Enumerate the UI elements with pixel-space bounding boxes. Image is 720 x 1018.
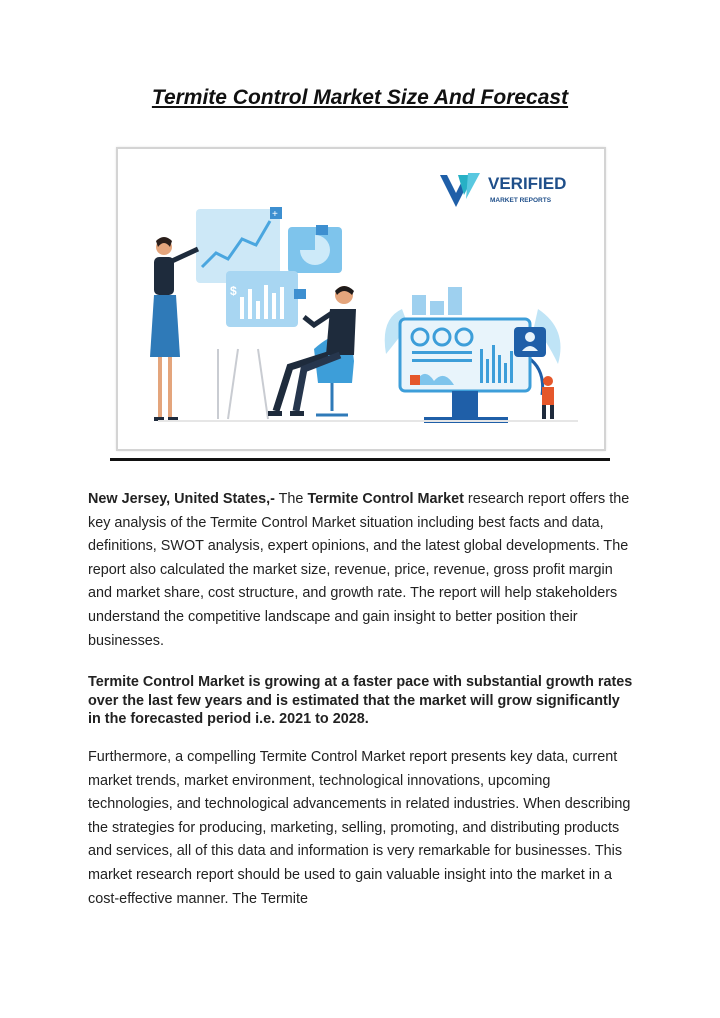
page-title: Termite Control Market Size And Forecast — [151, 86, 569, 109]
small-figure — [542, 376, 554, 419]
analytics-illustration — [118, 149, 604, 449]
section-divider — [110, 458, 610, 461]
brand-logo — [440, 173, 566, 207]
hero-illustration — [116, 147, 606, 451]
brand-name: VERIFIED — [488, 174, 567, 193]
presenter-figure — [150, 237, 198, 421]
body-paragraph: Furthermore, a compelling Termite Control Market report presents key data, current market trends, market environment, technological innovations, upcoming technologies, and technological advancements in related industries. When describing the strategies for producing, marketing, selling, promoting, and distributing products and services, all of this data and information is very remarkable for businesses. This market research report should be used to gain valuable insight into the market in a cost-effective manner. The Termite — [88, 749, 631, 907]
bar-screen — [226, 271, 298, 327]
intro-paragraph — [88, 488, 636, 653]
brand-tagline: MARKET REPORTS — [490, 197, 552, 204]
svg-text:+: + — [272, 209, 278, 220]
intro-body: research report offers the key analysis of the Termite Control Market situation including best facts and data, definitions, SWOT analysis, expert opinions, and the latest global developments. The report also calculated the market size, revenue, price, revenue, gross profit margin and market share, cost structure, and growth rate. The report will help stakeholders understand the competitive landscape and gain insight to better position their businesses. — [88, 491, 630, 649]
location-text: New Jersey, United States,- — [88, 491, 275, 507]
dashboard-monitor — [400, 287, 546, 423]
market-name: Termite Control Market — [307, 491, 464, 507]
svg-text:$: $ — [230, 284, 237, 298]
the-text: The — [274, 491, 308, 507]
highlight-paragraph: Termite Control Market is growing at a faster pace with substantial growth rates over the last few years and is estimated that the market will grow significantly in the forecasted period i.e. 2021 to 2028. — [88, 674, 633, 727]
